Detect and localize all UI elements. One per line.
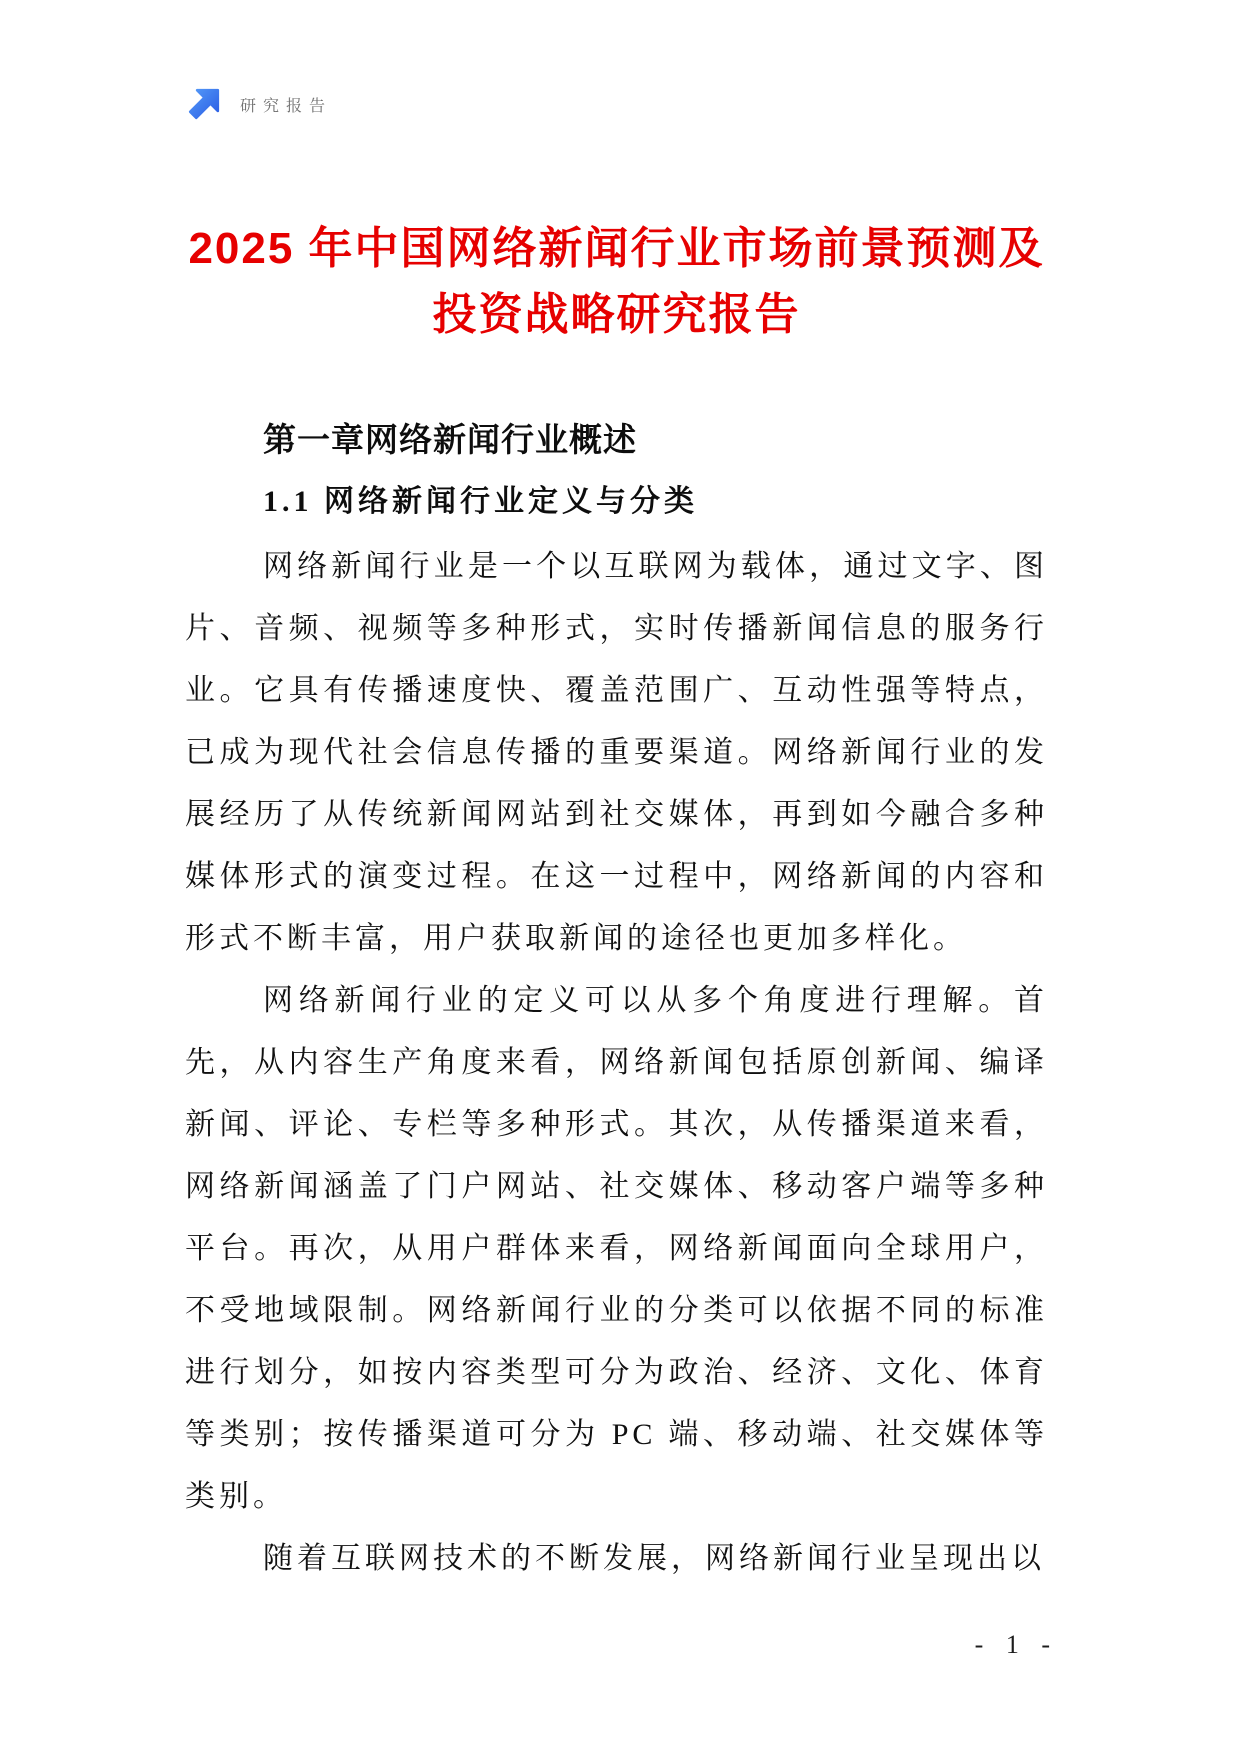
- logo-label: 研究报告: [240, 97, 333, 115]
- paragraph-3: 随着互联网技术的不断发展，网络新闻行业呈现出以: [263, 1542, 1045, 1575]
- paragraph-1: 网络新闻行业是一个以互联网为载体，通过文字、图片、音频、视频等多种形式，实时传播新闻信息的服务行业。它具有传播速度快、覆盖范围广、互动性强等特点，已成为现代社会信息传播的重要渠道。网络新闻行业的发展经历了从传统新闻网站到社交媒体，再到如今融合多种媒体形式的演变过程。在这一过程中，网络新闻的内容和形式不断丰富，用户获取新闻的途径也更加多样化。: [185, 550, 1048, 955]
- body-text: [185, 536, 1048, 1590]
- page-number: - 1 -: [974, 1630, 1053, 1659]
- page-title-line-2: 投资战略研究报告: [432, 290, 801, 339]
- page-title-line-1: 2025 年中国网络新闻行业市场前景预测及: [188, 224, 1045, 273]
- paragraph-2: 网络新闻行业的定义可以从多个角度进行理解。首先，从内容生产角度来看，网络新闻包括原创新闻、编译新闻、评论、专栏等多种形式。其次，从传播渠道来看，网络新闻涵盖了门户网站、社交媒体、移动客户端等多种平台。再次，从用户群体来看，网络新闻面向全球用户，不受地域限制。网络新闻行业的分类可以依据不同的标准进行划分，如按内容类型可分为政治、经济、文化、体育等类别；按传播渠道可分为 PC 端、移动端、社交媒体等类别。: [185, 984, 1048, 1513]
- page-title: [185, 216, 1048, 348]
- logo: [185, 85, 1048, 123]
- chapter-heading: 第一章网络新闻行业概述: [263, 421, 637, 458]
- arrow-up-right-icon: [185, 85, 223, 123]
- section-heading: 1.1 网络新闻行业定义与分类: [263, 485, 698, 518]
